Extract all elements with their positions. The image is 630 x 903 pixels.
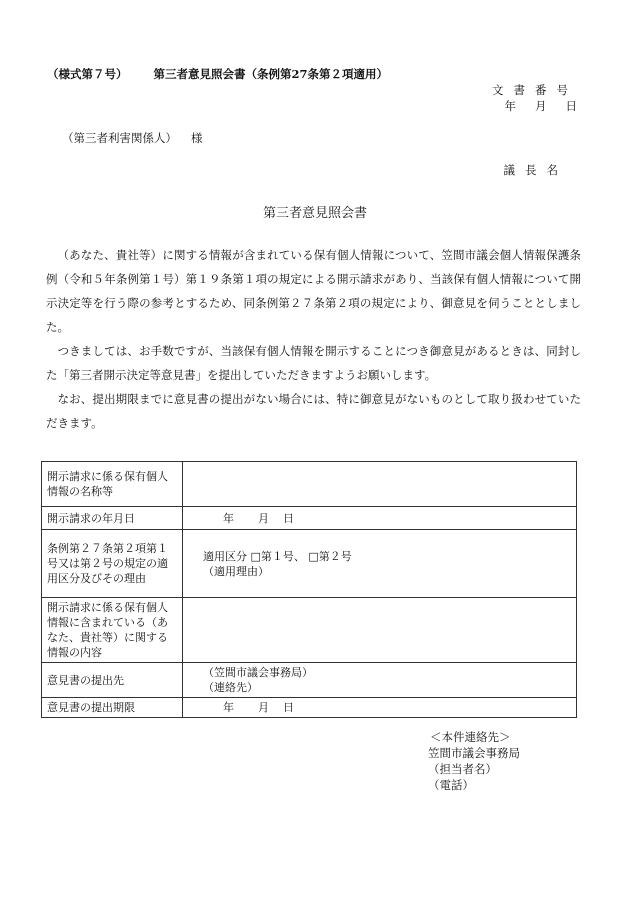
contact-person: （担当者名）: [428, 762, 497, 776]
applicable-reason: （適用理由）: [203, 564, 269, 578]
submission-contact: （連絡先）: [203, 681, 258, 694]
form-title: 第三者意見照会書（条例第27条第２項適用）: [153, 67, 389, 81]
table-value: [183, 663, 577, 698]
table-row: [42, 698, 577, 718]
submission-office: （笠間市議会事務局）: [203, 666, 313, 679]
date-year: 年: [504, 99, 517, 113]
issue-date: [487, 98, 579, 114]
document-title: 第三者意見照会書: [262, 206, 367, 221]
table-label: 開示請求の年月日: [42, 507, 183, 530]
recipient: [62, 130, 203, 146]
table-label: 意見書の提出先: [42, 663, 183, 698]
date-day: 日: [565, 99, 578, 113]
table-label: 意見書の提出期限: [42, 698, 183, 718]
table-row: [42, 462, 577, 507]
table-value-date: 年 月 日: [183, 507, 577, 530]
contact-phone: （電話）: [428, 778, 474, 792]
form-number: （様式第７号）: [47, 67, 128, 81]
form-header: [47, 66, 388, 82]
table-row: [42, 598, 577, 663]
info-table: [41, 461, 577, 718]
table-label: 開示請求に係る保有個人情報の名称等: [42, 462, 183, 507]
table-value: [183, 598, 577, 663]
table-row: [42, 530, 577, 598]
date-month: 月: [535, 99, 548, 113]
document-number: 文書番号: [492, 83, 578, 97]
table-label: 条例第２７条第２項第１号又は第２号の規定の適用区分及びその理由: [42, 530, 183, 598]
table-value: [183, 530, 577, 598]
contact-office: 笠間市議会事務局: [428, 746, 520, 760]
table-row: [42, 507, 577, 530]
recipient-name: （第三者利害関係人）: [62, 131, 177, 145]
contact-heading: ＜本件連絡先＞: [430, 730, 511, 744]
body-paragraph: つきましては、お手数ですが、当該保有個人情報を開示することにつき御意見があるときは、同封した「第三者開示決定等意見書」を提出していただきますようお願いします。: [46, 344, 581, 382]
recipient-honorific: 様: [191, 131, 203, 145]
contact-block: [428, 729, 520, 793]
body-text: [46, 243, 581, 435]
table-value-date: 年 月 日: [183, 698, 577, 718]
table-row: [42, 663, 577, 698]
table-label: 開示請求に係る保有個人情報に含まれている（あなた、貴社等）に関する情報の内容: [42, 598, 183, 663]
table-value: [183, 462, 577, 507]
body-paragraph: （あなた、貴社等）に関する情報が含まれている保有個人情報について、笠間市議会個人情報保護条例（令和５年条例第１号）第１９条第１項の規定による開示請求があり、当該保有個人情報について開示決定等を行う際の参考とするため、同条例第２７条第２項の規定により、御意見を伺うこととしました。: [46, 248, 581, 334]
applicable-category: 適用区分 □第１号、 □第２号: [203, 549, 352, 563]
body-paragraph: なお、提出期限までに意見書の提出がない場合には、特に御意見がないものとして取り扱わせていただきます。: [46, 392, 581, 430]
chairman-name: 議長名: [503, 163, 568, 177]
